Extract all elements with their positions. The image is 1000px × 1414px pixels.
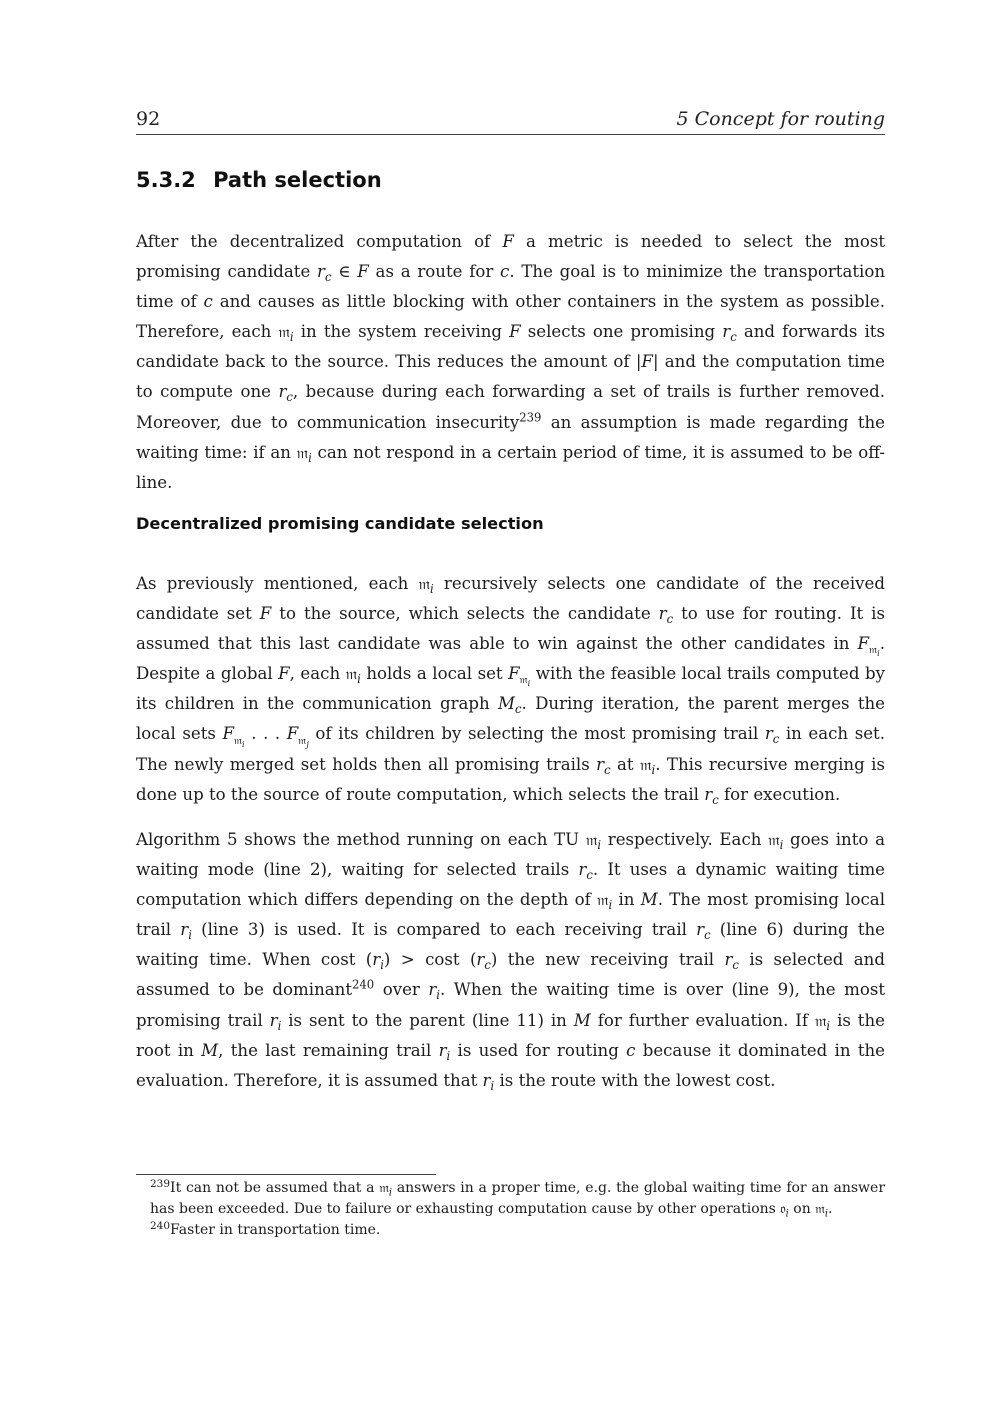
paragraph-algorithm: Algorithm 5 shows the method running on each TU 𝔪$_i$ respectively. Each 𝔪$_i$ goes into a waiting mode (line 2), waiting for selected trails $r_c$. It uses a dynamic waiting time computation which differs depending on the depth of 𝔪$_i$ in M. The most promising local trail $r_i$ (line 3) is used. It is compared to each receiving trail $r_c$ (line 6) during the waiting time. When cost $(r_i) > \cos t$ $(r_c)$ the new receiving trail $r_c$ is selected and assumed to be dominant$^{240}$ over $r_i$. When the waiting time is over (line 9), the most promising trail $r_i$ is sent to the parent (line 11) in M for further evaluation. If 𝔪$_i$ is the root in M, the last remaining trail $r_i$ is used for routing c because it dominated in the evaluation. Therefore, it is assumed that $r_i$ is the route with the lowest cost. [136,830,886,1093]
paragraph-candidate-selection: As previously mentioned, each 𝔪$_i$ recursively selects one candidate of the received candidate set F to the source, which selects the candidate $r_c$ to use for routing. It is assumed that this last candidate was able to win against the other candidates in $F_{𝔪_i}$. Despite a global F, each 𝔪$_i$ holds a local set $F_{𝔪_i}$ with the feasible local trails computed by its children in the communication graph $M_c$. During iteration, the parent merges the local sets $F_{𝔪_i}$ . . . $F_{𝔪_j}$ of its children by selecting the most promising trail $r_c$ in each set. The newly merged set holds then all promising trails $r_c$ at 𝔪$_i$. This recursive merging is done up to the source of route computation, which selects the trail $r_c$ for execution. [136,574,886,807]
chapter-title: 5 Concept for routing [676,108,885,130]
footnote-240: $^{240}$Faster in transportation time. [150,1219,381,1238]
footnote-separator [136,1174,436,1175]
paragraph-intro: After the decentralized computation of F a metric is needed to select the most promising candidate $r_c$ ∈ F as a route for c. The goal is to minimize the transportation time of c and causes as little blocking with other containers in the system as possible. Therefore, each 𝔪$_i$ in the system receiving F selects one promising $r_c$ and forwards its candidate back to the source. This reduces the amount of |F| and the computation time to compute one $r_c$, because during each forwarding a set of trails is further removed. Moreover, due to communication insecurity$^{239}$ an assumption is made regarding the waiting time: if an 𝔪$_i$ can not respond in a certain period of time, it is assumed to be off-line. [136,232,886,492]
section-number: 5.3.2 [136,168,196,192]
section-heading [136,168,382,192]
footnote-ref-240[interactable]: 240 [352,978,375,993]
subsection-heading: Decentralized promising candidate selection [136,514,544,533]
footnote-239: $^{239}$It can not be assumed that a 𝔪$_i$ answers in a proper time, e.g. the global waiting time for an answer has been exceeded. Due to failure or exhausting computation cause by other operations 𝔬$_i$ on 𝔪$_i$. [150,1177,886,1220]
footnote-ref-239[interactable]: 239 [519,410,542,425]
section-title: Path selection [213,168,382,192]
page-number: 92 [136,108,161,130]
running-header [136,106,885,135]
footnotes [136,1178,885,1240]
